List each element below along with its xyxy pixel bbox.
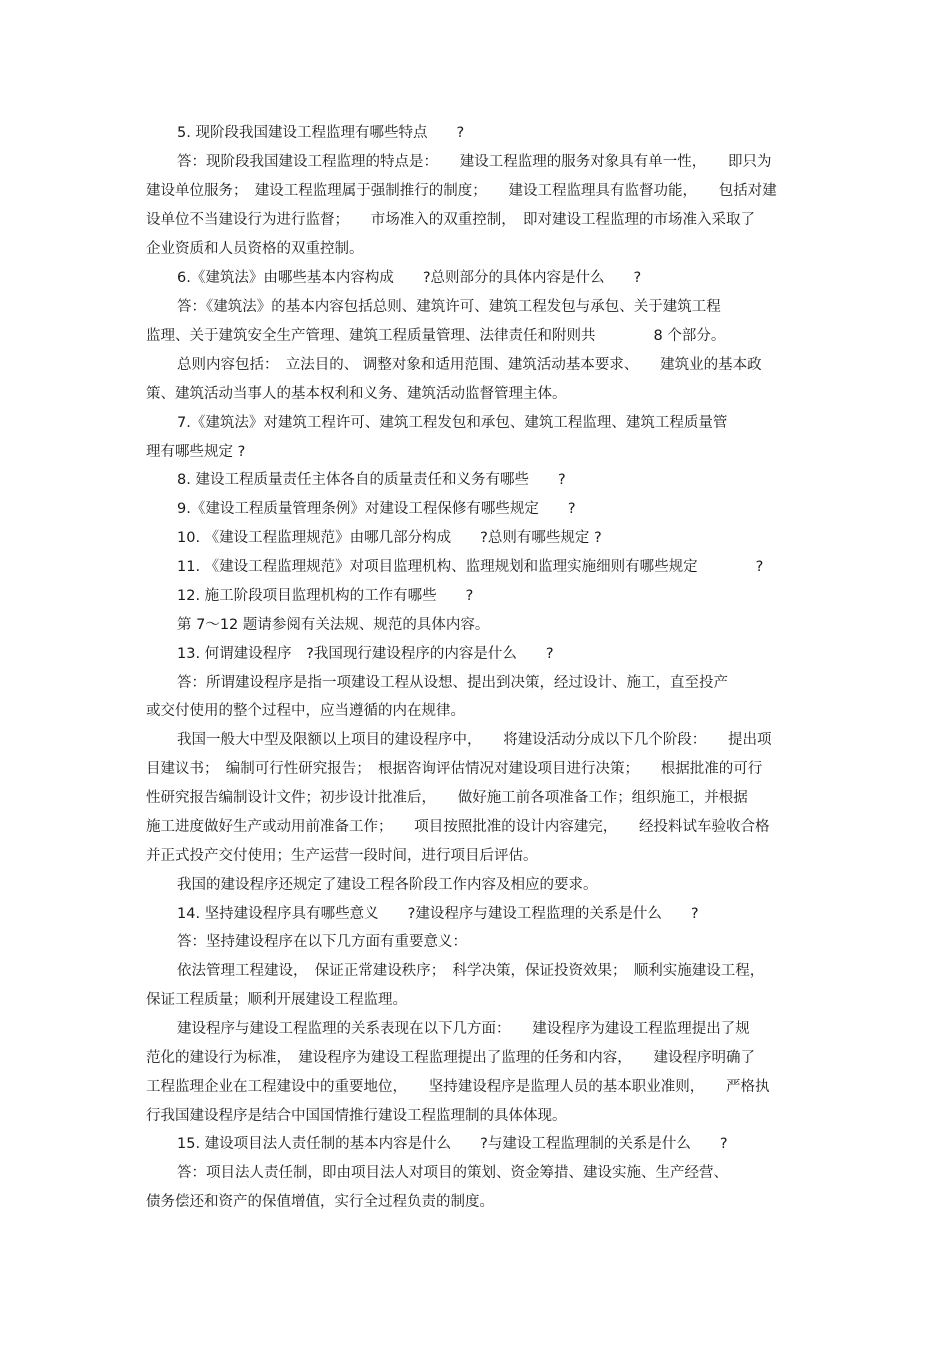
question-14-line: 14. 坚持建设程序具有哪些意义 ?建设程序与建设工程监理的关系是什么 ? xyxy=(177,906,699,922)
question-12-line: 12. 施工阶段项目监理机构的工作有哪些 ? xyxy=(177,588,474,604)
text-line: 行我国建设程序是结合中国国情推行建设工程监理制的具体体现。 xyxy=(146,1108,567,1124)
text-line: 工程监理企业在工程建设中的重要地位， 坚持建设程序是监理人员的基本职业准则， 严格执 xyxy=(146,1079,770,1095)
question-11-line: 11. 《建设工程监理规范》对项目监理机构、监理规划和监理实施细则有哪些规定 ? xyxy=(177,559,764,575)
question-9-line: 9.《建设工程质量管理条例》对建设工程保修有哪些规定 ? xyxy=(177,501,576,517)
answer-line: 答：项目法人责任制，即由项目法人对项目的策划、资金筹措、建设实施、生产经营、 xyxy=(177,1165,728,1181)
answer-line: 答：所谓建设程序是指一项建设工程从设想、提出到决策，经过设计、施工，直至投产 xyxy=(177,675,728,691)
text-line: 性研究报告编制设计文件；初步设计批准后， 做好施工前各项准备工作；组织施工，并根据 xyxy=(146,790,748,806)
text-line: 建设单位服务； 建设工程监理属于强制推行的制度； 建设工程监理具有监督功能， 包括对建 xyxy=(146,183,777,199)
text-line: 依法管理工程建设， 保证正常建设秩序； 科学决策，保证投资效果； 顺利实施建设工程， xyxy=(177,963,765,979)
text-line: 设单位不当建设行为进行监督； 市场准入的双重控制， 即对建设工程监理的市场准入采取了 xyxy=(146,212,755,228)
text-line: 策、建筑活动当事人的基本权利和义务、建筑活动监督管理主体。 xyxy=(146,386,567,402)
question-8-line: 8. 建设工程质量责任主体各自的质量责任和义务有哪些 ? xyxy=(177,472,566,488)
text-line: 并正式投产交付使用；生产运营一段时间，进行项目后评估。 xyxy=(146,848,538,864)
question-6-line: 6.《建筑法》由哪些基本内容构成 ?总则部分的具体内容是什么 ? xyxy=(177,270,642,286)
question-15-line: 15. 建设项目法人责任制的基本内容是什么 ?与建设工程监理制的关系是什么 ? xyxy=(177,1136,728,1152)
text-line: 范化的建设行为标准， 建设程序为建设工程监理提出了监理的任务和内容， 建设程序明确了 xyxy=(146,1050,755,1066)
text-line: 理有哪些规定 ? xyxy=(146,444,246,460)
note-line: 第 7～12 题请参阅有关法规、规范的具体内容。 xyxy=(177,617,490,633)
text-line: 总则内容包括： 立法目的、 调整对象和适用范围、建筑活动基本要求、 建筑业的基本政 xyxy=(177,357,762,373)
answer-line: 答：现阶段我国建设工程监理的特点是： 建设工程监理的服务对象具有单一性， 即只为 xyxy=(177,154,772,170)
question-7-line: 7.《建筑法》对建筑工程许可、建筑工程发包和承包、建筑工程监理、建筑工程质量管 xyxy=(177,415,728,431)
text-line: 我国一般大中型及限额以上项目的建设程序中， 将建设活动分成以下几个阶段： 提出项 xyxy=(177,732,772,748)
answer-line: 答：《建筑法》的基本内容包括总则、建筑许可、建筑工程发包与承包、关于建筑工程 xyxy=(177,299,721,315)
answer-line: 答：坚持建设程序在以下几方面有重要意义： xyxy=(177,934,467,950)
text-line: 目建议书； 编制可行性研究报告； 根据咨询评估情况对建设项目进行决策； 根据批准的可行 xyxy=(146,761,763,777)
text-line: 监理、关于建筑安全生产管理、建筑工程质量管理、法律责任和附则共 8 个部分。 xyxy=(146,328,726,344)
text-line: 企业资质和人员资格的双重控制。 xyxy=(146,241,364,257)
text-line: 施工进度做好生产或动用前准备工作； 项目按照批准的设计内容建完， 经投料试车验收合格 xyxy=(146,819,770,835)
text-line: 或交付使用的整个过程中，应当遵循的内在规律。 xyxy=(146,703,465,719)
text-line: 建设程序与建设工程监理的关系表现在以下几方面： 建设程序为建设工程监理提出了规 xyxy=(177,1021,750,1037)
text-line: 我国的建设程序还规定了建设工程各阶段工作内容及相应的要求。 xyxy=(177,877,598,893)
text-line: 债务偿还和资产的保值增值，实行全过程负责的制度。 xyxy=(146,1194,494,1210)
question-5-line: 5. 现阶段我国建设工程监理有哪些特点 ? xyxy=(177,125,465,141)
question-13-line: 13. 何谓建设程序 ?我国现行建设程序的内容是什么 ? xyxy=(177,646,554,662)
text-line: 保证工程质量；顺利开展建设工程监理。 xyxy=(146,992,407,1008)
question-10-line: 10. 《建设工程监理规范》由哪几部分构成 ?总则有哪些规定 ? xyxy=(177,530,602,546)
